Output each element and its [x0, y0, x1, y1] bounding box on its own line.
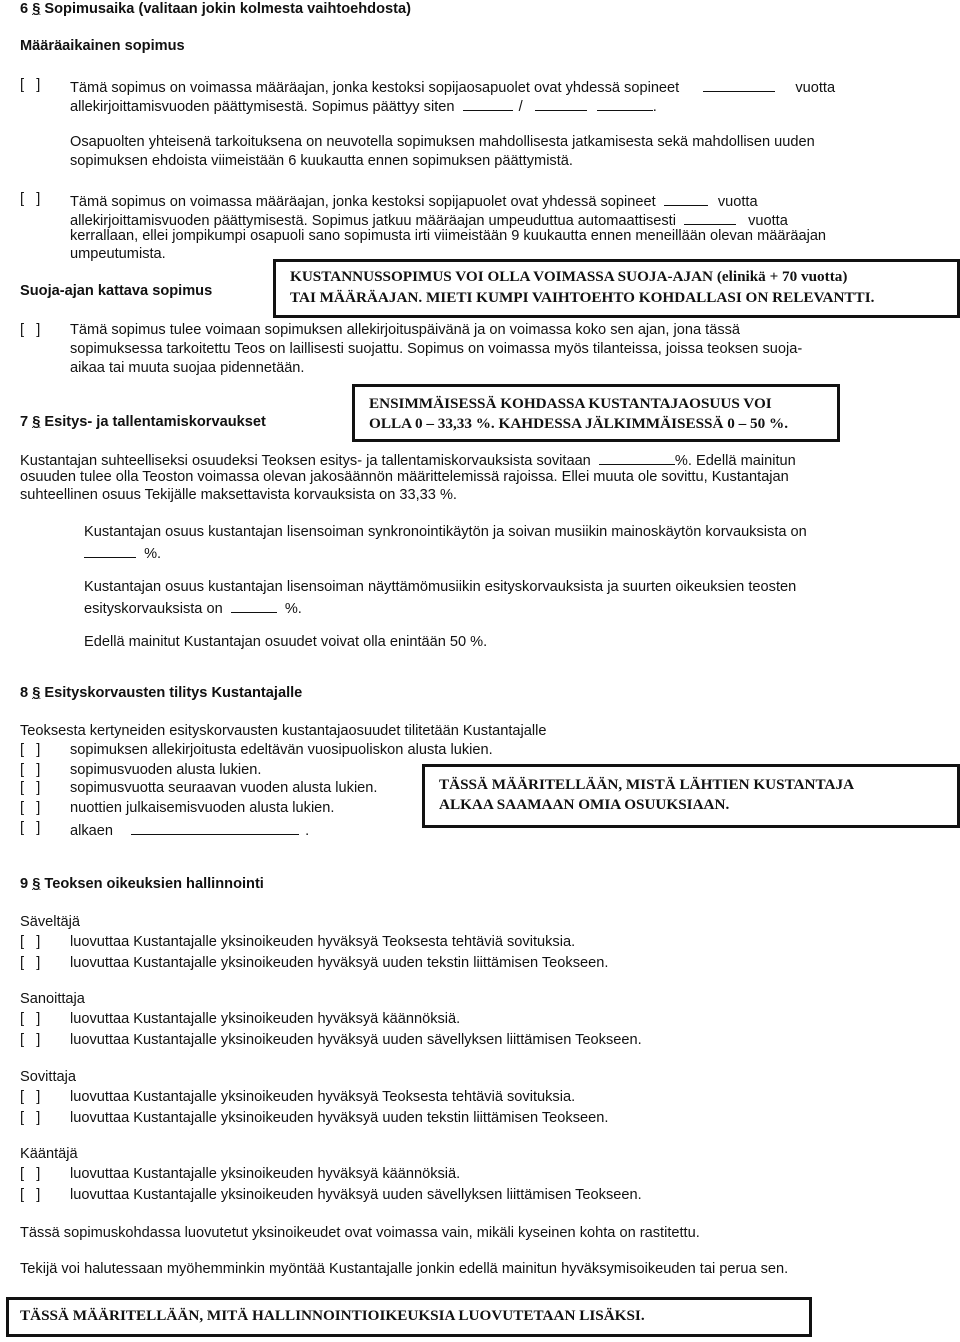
paragraph-line: Tekijä voi halutessaan myöhemminkin myöntää Kustantajalle jonkin edellä mainitun hyväksymisoikeuden tai perua sen.: [20, 1261, 789, 1277]
negotiation-note-line: sopimuksen ehdoista viimeistään 6 kuukautta ennen sopimuksen päättymistä.: [70, 153, 573, 169]
settlement-option: sopimusvuoden alusta lukien.: [70, 762, 262, 778]
section-sign: §: [32, 1, 41, 17]
group-heading-arranger: Sovittaja: [20, 1069, 76, 1085]
fixed-term-heading: Määräaikainen sopimus: [20, 38, 185, 54]
settlement-option: [70, 820, 309, 839]
callout-line: TÄSSÄ MÄÄRITELLÄÄN, MISTÄ LÄHTIEN KUSTANTAJA: [439, 776, 855, 793]
section-6-heading: [20, 1, 411, 17]
rights-option: luovuttaa Kustantajalle yksinoikeuden hyväksyä uuden tekstin liittämisen Teokseen.: [70, 1110, 609, 1126]
option-line: allekirjoittamisvuoden päättymisestä. Sopimus päättyy siten: [70, 99, 455, 115]
section-title: Esityskorvausten tilitys Kustantajalle: [44, 685, 303, 701]
option-text: [70, 191, 758, 210]
rights-option: luovuttaa Kustantajalle yksinoikeuden hyväksyä Teoksesta tehtäviä sovituksia.: [70, 1089, 576, 1105]
negotiation-note-line: Osapuolten yhteisenä tarkoituksena on neuvotella sopimuksen mahdollisesta jatkamisesta sekä mahdollisen uuden: [70, 134, 815, 150]
group-heading-lyricist: Sanoittaja: [20, 991, 85, 1007]
option-text: Tämä sopimus tulee voimaan sopimuksen allekirjoituspäivänä ja on voimassa koko sen ajan, jona tässä: [70, 322, 741, 338]
paragraph-line: Kustantajan osuus kustantajan lisensoiman synkronointikäytön ja soivan musiikin mainoskäytön korvauksista on: [84, 524, 807, 540]
checkbox-settlement-5[interactable]: [ ]: [20, 820, 41, 836]
option-line: Tämä sopimus on voimassa määräajan, jonka kestoksi sopijaosapuolet ovat yhdessä sopineet: [70, 80, 680, 96]
checkbox-rights[interactable]: [ ]: [20, 1089, 41, 1105]
section-number: 8: [20, 685, 29, 701]
settlement-option: sopimusvuotta seuraavan vuoden alusta lukien.: [70, 780, 378, 796]
rights-option: luovuttaa Kustantajalle yksinoikeuden hyväksyä käännöksiä.: [70, 1166, 461, 1182]
paragraph-line: Tässä sopimuskohdassa luovutetut yksinoikeudet ovat voimassa vain, mikäli kyseinen kohta on rastitettu.: [20, 1225, 700, 1241]
percent-sign: %.: [144, 546, 162, 562]
option-text: [70, 77, 835, 96]
checkbox-protection-term[interactable]: [ ]: [20, 322, 41, 338]
protection-term-heading: Suoja-ajan kattava sopimus: [20, 283, 213, 299]
option-text-line4: umpeutumista.: [70, 246, 166, 262]
checkbox-fixed-term-2[interactable]: [ ]: [20, 191, 41, 207]
checkbox-settlement-3[interactable]: [ ]: [20, 780, 41, 796]
paragraph-line: [20, 450, 796, 469]
settlement-option: nuottien julkaisemisvuoden alusta lukien.: [70, 800, 335, 816]
rights-option: luovuttaa Kustantajalle yksinoikeuden hyväksyä käännöksiä.: [70, 1011, 461, 1027]
checkbox-rights[interactable]: [ ]: [20, 1166, 41, 1182]
rights-option: luovuttaa Kustantajalle yksinoikeuden hyväksyä Teoksesta tehtäviä sovituksia.: [70, 934, 576, 950]
unit-label: vuotta: [748, 213, 788, 229]
option-text: sopimuksessa tarkoitettu Teos on laillisesti suojattu. Sopimus on voimassa myös tilanteissa, joissa teoksen suoja-: [70, 341, 803, 357]
section-title: Teoksen oikeuksien hallinnointi: [44, 876, 264, 892]
rights-option: luovuttaa Kustantajalle yksinoikeuden hyväksyä uuden tekstin liittämisen Teokseen.: [70, 955, 609, 971]
option-text-line2: [70, 96, 657, 115]
option-text-line3: kerrallaan, ellei jompikumpi osapuoli sano sopimusta irti viimeistään 9 kuukautta ennen meneillään olevan määräajan: [70, 228, 827, 244]
callout-line: OLLA 0 – 33,33 %. KAHDESSA JÄLKIMMÄISESSÄ 0 – 50 %.: [369, 415, 788, 432]
checkbox-rights[interactable]: [ ]: [20, 955, 41, 971]
section-8-heading: [20, 685, 302, 701]
publisher-share-blank[interactable]: [599, 450, 675, 465]
checkbox-rights[interactable]: [ ]: [20, 1032, 41, 1048]
checkbox-settlement-4[interactable]: [ ]: [20, 800, 41, 816]
checkbox-rights[interactable]: [ ]: [20, 934, 41, 950]
option-text-line2: [70, 210, 788, 229]
years-blank[interactable]: [703, 77, 775, 92]
group-heading-translator: Kääntäjä: [20, 1146, 78, 1162]
end-date-blank-2[interactable]: [535, 96, 587, 111]
paragraph-line: suhteellinen osuus Tekijälle maksettavista korvauksista on 33,33 %.: [20, 487, 457, 503]
checkbox-fixed-term-1[interactable]: [ ]: [20, 77, 41, 93]
sync-share-blank[interactable]: [84, 543, 136, 558]
checkbox-settlement-1[interactable]: [ ]: [20, 742, 41, 758]
rights-option: luovuttaa Kustantajalle yksinoikeuden hyväksyä uuden sävellyksen liittämisen Teokseen.: [70, 1187, 642, 1203]
callout-box-contract-term: [273, 259, 960, 318]
percent-sign: %.: [284, 601, 302, 617]
section-number: 9: [20, 876, 29, 892]
paragraph-line: Teoksesta kertyneiden esityskorvausten kustantajaosuudet tilitetään Kustantajalle: [20, 723, 547, 739]
end-date-blank-1[interactable]: [463, 96, 513, 111]
dot: .: [652, 99, 657, 115]
callout-line: ENSIMMÄISESSÄ KOHDASSA KUSTANTAJAOSUUS VOI: [369, 395, 772, 412]
section-sign: §: [32, 685, 41, 701]
section-sign: §: [32, 876, 41, 892]
paragraph-text: esityskorvauksista on: [84, 601, 223, 617]
paragraph-line: [84, 598, 302, 617]
unit-label: vuotta: [717, 194, 758, 210]
section-number: 6: [20, 1, 29, 17]
callout-box-settlement: [422, 764, 960, 828]
paragraph-text: Kustantajan suhteelliseksi osuudeksi Teoksen esitys- ja tallentamiskorvauksista sovitaan: [20, 453, 591, 469]
start-date-blank[interactable]: [131, 820, 299, 835]
section-title: Sopimusaika (valitaan jokin kolmesta vaihtoehdosta): [44, 1, 411, 17]
checkbox-settlement-2[interactable]: [ ]: [20, 762, 41, 778]
checkbox-rights[interactable]: [ ]: [20, 1187, 41, 1203]
stage-share-blank[interactable]: [231, 598, 277, 613]
unit-label: vuotta: [795, 80, 836, 96]
rights-option: luovuttaa Kustantajalle yksinoikeuden hyväksyä uuden sävellyksen liittämisen Teokseen.: [70, 1032, 642, 1048]
callout-line: TAI MÄÄRÄAJAN. MIETI KUMPI VAIHTOEHTO KOHDALLASI ON RELEVANTTI.: [290, 289, 875, 306]
callout-box-rights: [6, 1297, 812, 1337]
paragraph-line: Edellä mainitut Kustantajan osuudet voivat olla enintään 50 %.: [84, 634, 488, 650]
years-blank[interactable]: [664, 191, 708, 206]
checkbox-rights[interactable]: [ ]: [20, 1011, 41, 1027]
paragraph-line: Kustantajan osuus kustantajan lisensoiman näyttämömusiikin esityskorvauksista ja suurten oikeuksien teosten: [84, 579, 797, 595]
section-title: Esitys- ja tallentamiskorvaukset: [44, 414, 266, 430]
group-heading-composer: Säveltäjä: [20, 914, 81, 930]
option-line: Tämä sopimus on voimassa määräajan, jonka kestoksi sopijapuolet ovat yhdessä sopineet: [70, 194, 656, 210]
callout-line: KUSTANNUSSOPIMUS VOI OLLA VOIMASSA SUOJA-AJAN (elinikä + 70 vuotta): [290, 268, 848, 285]
option-text: aikaa tai muuta suojaa pidennetään.: [70, 360, 305, 376]
dot: .: [305, 823, 310, 839]
paragraph-text: %. Edellä mainitun: [674, 453, 796, 469]
settlement-option-text: alkaen: [70, 823, 114, 839]
callout-line: TÄSSÄ MÄÄRITELLÄÄN, MITÄ HALLINNOINTIOIKEUKSIA LUOVUTETAAN LISÄKSI.: [20, 1307, 645, 1324]
callout-box-publisher-share: [352, 384, 840, 442]
option-line: allekirjoittamisvuoden päättymisestä. Sopimus jatkuu määräajan umpeuduttua automaattisesti: [70, 213, 676, 229]
renewal-years-blank[interactable]: [684, 210, 736, 225]
paragraph-line: osuuden tulee olla Teoston voimassa olevan jakosäännön määrittelemissä rajoissa. Ellei muuta ole sovittu, Kustantajan: [20, 469, 789, 485]
section-7-heading: [20, 414, 266, 430]
callout-line: ALKAA SAAMAAN OMIA OSUUKSIAAN.: [439, 796, 730, 813]
end-date-blank-3[interactable]: [597, 96, 653, 111]
section-sign: §: [32, 414, 41, 430]
paragraph-line: [84, 543, 161, 562]
checkbox-rights[interactable]: [ ]: [20, 1110, 41, 1126]
slash: /: [518, 99, 523, 115]
settlement-option: sopimuksen allekirjoitusta edeltävän vuosipuoliskon alusta lukien.: [70, 742, 493, 758]
section-number: 7: [20, 414, 29, 430]
section-9-heading: [20, 876, 264, 892]
